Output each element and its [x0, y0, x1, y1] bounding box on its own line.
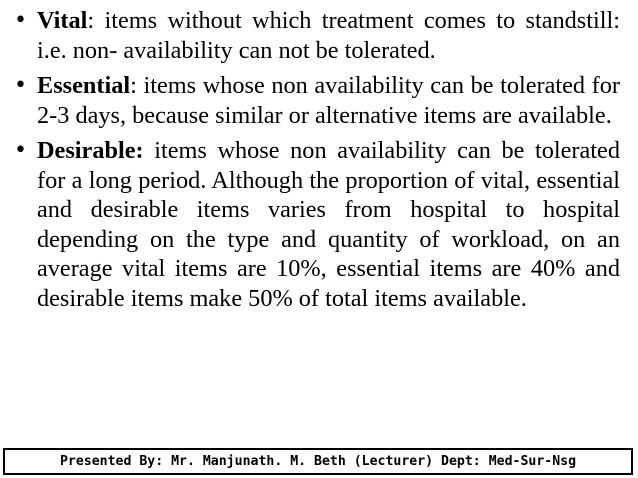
bullet-term: Essential	[37, 72, 131, 99]
bullet-separator: :	[87, 7, 95, 34]
bullet-icon: •	[14, 8, 27, 33]
presenter-footer	[3, 448, 633, 475]
bullet-item-essential	[10, 71, 620, 130]
bullet-item-vital	[10, 6, 620, 65]
bullet-icon: •	[14, 138, 27, 163]
bullet-icon: •	[14, 73, 27, 98]
bullet-separator: :	[130, 72, 137, 99]
bullet-term: Vital	[37, 7, 88, 34]
bullet-text: items whose non availability can be tolerated for 2-3 days, because similar or alternative items are available.	[37, 72, 620, 129]
footer-text: Presented By: Mr. Manjunath. M. Beth (Lecturer) Dept: Med-Sur-Nsg	[59, 454, 577, 469]
bullet-item-desirable	[10, 136, 620, 313]
bullet-text: items without which treatment comes to standstill: i.e. non- availability can not be tolerated.	[37, 7, 620, 64]
bullet-list	[10, 6, 620, 319]
bullet-term: Desirable:	[37, 137, 144, 164]
bullet-text: items whose non availability can be tolerated for a long period. Although the proportion of vital, essential and desirable items varies from hospital to hospital depending on the type and quantity of workload, on an average vital items are 10%, essential items are 40% and desirable items make 50% of total items available.	[37, 137, 620, 312]
